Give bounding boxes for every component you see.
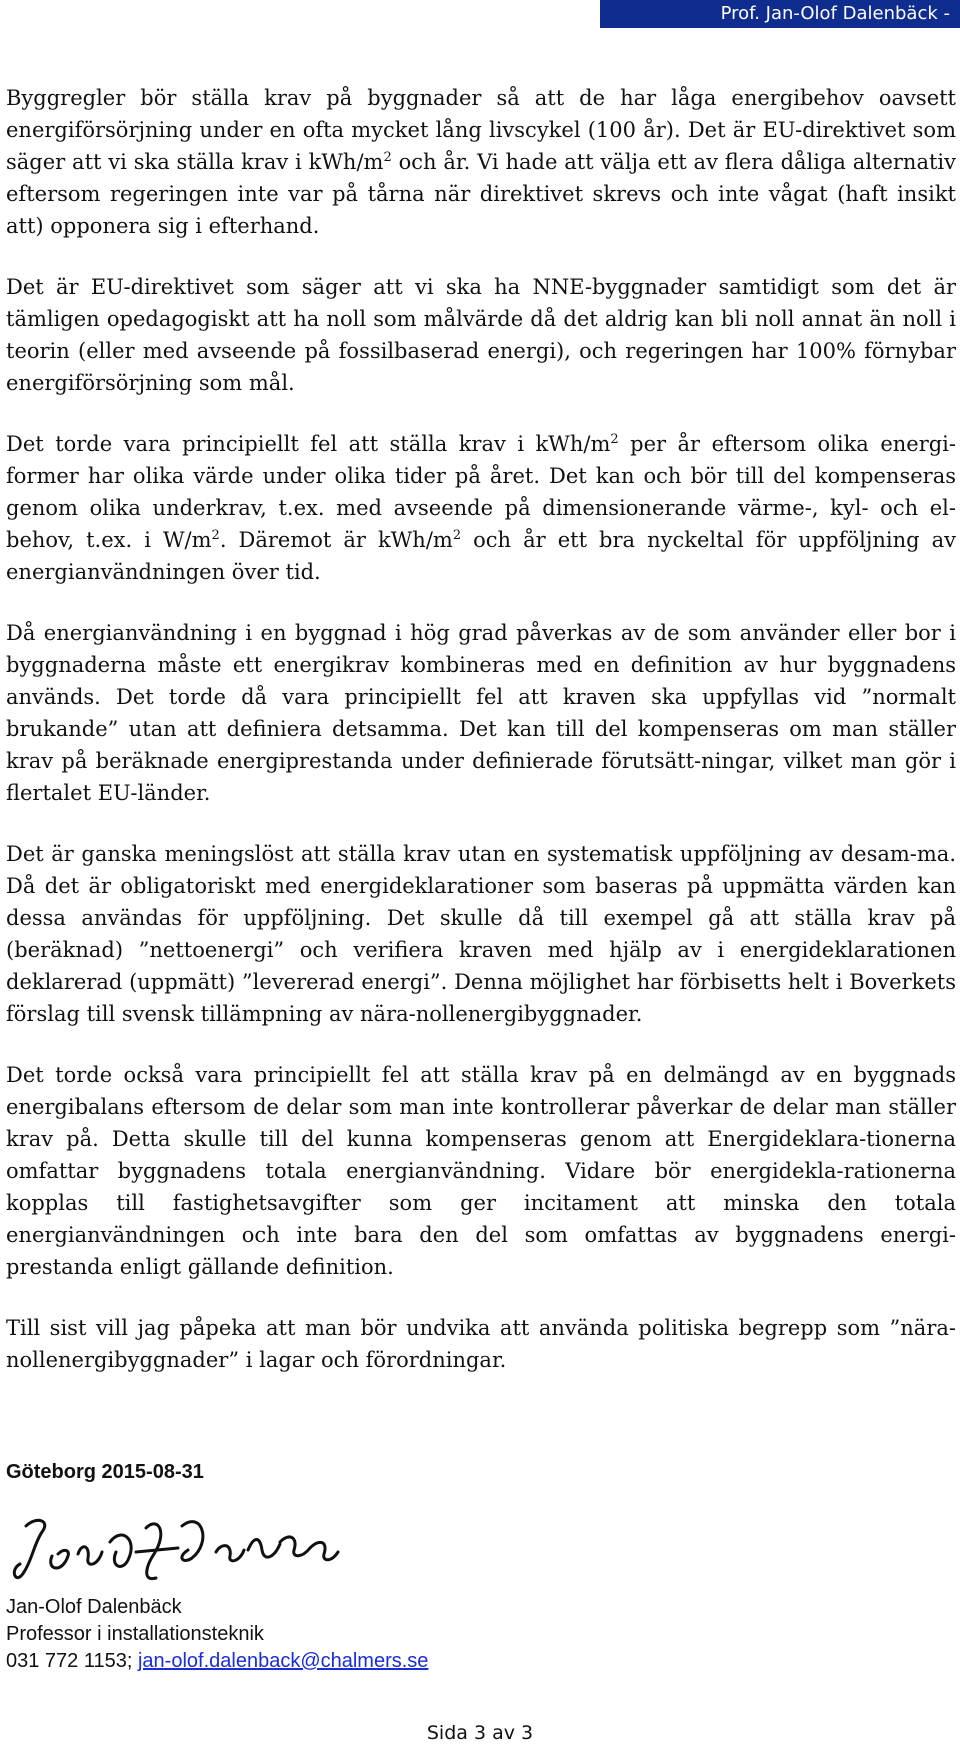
email-link[interactable]: jan-olof.dalenback@chalmers.se (137, 1650, 429, 1672)
paragraph-5: Det är ganska meningslöst att ställa krav utan en systematisk uppföljning av desam-ma. Då det är obligatoriskt med energideklarationer som baseras på uppmätta värden kan dessa användas för uppföljning. Det skulle då till exempel gå att ställa krav på (beräknad) ”nettoenergi” och verifiera kraven med hjälp av i energideklarationen deklarerad (uppmätt) ”levererad energi”. Denna möjlighet har förbisetts helt i Boverkets förslag till svensk tillämpning av nära-nollenergibyggnader. (6, 842, 956, 1026)
signature-graphic (6, 1508, 346, 1598)
paragraph-6: Det torde också vara principiellt fel att ställa krav på en delmängd av en byggnads energibalans eftersom de delar som man inte kontrollerar påverkar de delar man ställer krav på. Detta skulle till del kunna kompenseras genom att Energideklara-tionerna omfattar byggnadens totala energianvändning. Vidare bör energidekla-rationerna kopplas till fastighetsavgifter som ger incitament att minska den totala energianvändningen och inte bara den del som omfattas av byggnadens energi-prestanda enligt gällande definition. (6, 1063, 956, 1279)
paragraph-4: Då energianvändning i en byggnad i hög grad påverkas av de som använder eller bor i byggnaderna måste ett energikrav kombineras med en definition av hur byggnadens används. Det torde då vara principiellt fel att kraven ska uppfyllas vid ”normalt brukande” utan att definiera detsamma. Det kan till del kompenseras om man ställer krav på beräknade energiprestanda under definierade förutsätt-ningar, vilket man gör i flertalet EU-länder. (6, 621, 956, 805)
place-date: Göteborg 2015-08-31 (6, 1461, 204, 1483)
paragraph-3-part-b: per år eftersom olika energi-former har olika värde under olika tider på året. Det kan och bör till del kompenseras genom olika underkrav, t.ex. med avseende på dimensionerande värme-, kyl- och el-behov, t.ex. i W/m (6, 432, 956, 552)
paragraph-2: Det är EU-direktivet som säger att vi ska ha NNE-byggnader samtidigt som det är tämligen opedagogiskt att ha noll som målvärde då det aldrig kan bli noll annat än noll i teorin (eller med avseende på fossilbaserad energi), och regeringen har 100% förnybar energiförsörjning som mål. (6, 275, 956, 395)
paragraph-3-superscript-3: 2 (452, 528, 462, 543)
document-body (6, 82, 956, 1376)
paragraph-3-part-c: . Däremot är kWh/m (219, 528, 453, 552)
paragraph-1-part-a: Byggregler bör ställa krav på byggnader så att de har låga energibehov oavsett energiförsörjning under en ofta mycket lång livscykel (100 år). Det är EU-direktivet som säger att vi ska ställa krav i kWh/m (6, 86, 956, 174)
phone-number: 031 772 1153; (6, 1650, 138, 1672)
paragraph-7: Till sist vill jag påpeka att man bör undvika att använda politiska begrepp som ”nära-nollenergibyggnader” i lagar och förordningar. (6, 1316, 956, 1372)
paragraph-3-part-d: och år ett bra nyckeltal för uppföljning av energianvändningen över tid. (6, 528, 956, 584)
paragraph-3 (6, 428, 956, 588)
signature-block (6, 1594, 428, 1675)
paragraph-3-part-a: Det torde vara principiellt fel att ställa krav i kWh/m (6, 432, 611, 456)
paragraph-3-superscript-1: 2 (610, 432, 619, 447)
page-number: Sida 3 av 3 (426, 1722, 534, 1744)
page-header (600, 0, 960, 52)
header-text: Prof. Jan-Olof Dalenbäck - M2015/2507/Ee (720, 3, 950, 52)
page-footer (0, 1720, 960, 1746)
paragraph-3-superscript-2: 2 (211, 528, 220, 543)
paragraph-1-superscript: 2 (383, 150, 392, 165)
signatory-name: Jan-Olof Dalenbäck (6, 1596, 182, 1618)
signatory-title: Professor i installationsteknik (6, 1623, 264, 1645)
handwritten-signature (6, 1508, 346, 1598)
paragraph-1-part-b: och år. Vi hade att välja ett av flera dåliga alternativ eftersom regeringen inte var på tårna när direktivet skrevs och inte vågat (haft insikt att) opponera sig i efterhand. (6, 150, 956, 238)
paragraph-1 (6, 82, 956, 242)
contact-line (6, 1648, 428, 1675)
